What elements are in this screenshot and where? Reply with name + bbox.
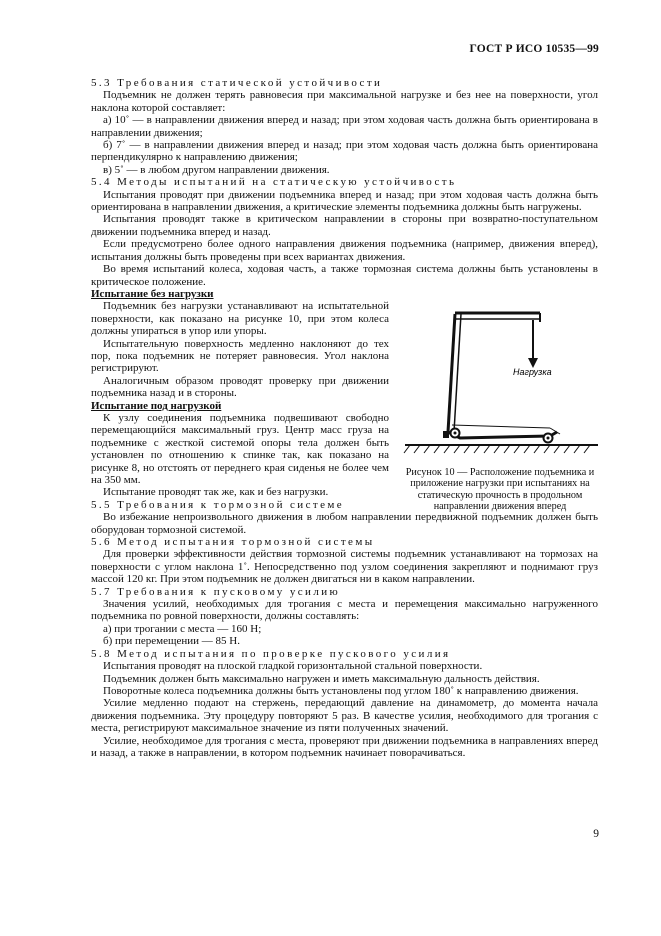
wheel-stop — [443, 431, 449, 438]
paragraph: Во избежание непроизвольного движения в любом направлении передвижной подъемник должен быть оборудован тормозной системой. — [91, 511, 598, 536]
paragraph: Усилие медленно подают на стержень, передающий давление на динамометр, до момента начала движения подъемника. Эту процедуру повторяют 5 раз. В качестве усилия, необходимого для трогания с места, регистрируют максимальное значение из пяти полученных значений. — [91, 697, 598, 735]
list-item: а) 10˚ — в направлении движения вперед и назад; при этом ходовая часть должна быть ориентирована в направлении движения; — [91, 114, 598, 139]
paragraph: Испытание проводят так же, как и без нагрузки. — [103, 486, 329, 499]
section-title-5-6: 5.6 Метод испытания тормозной системы — [91, 536, 375, 549]
figure-caption: Рисунок 10 — Расположение подъемника и приложение нагрузки при испытаниях на статическую прочность в продольном направлении движения вперед — [405, 467, 595, 513]
subheading-with-load: Испытание под нагрузкой — [91, 399, 222, 412]
paragraph: Значения усилий, необходимых для трогания с места и перемещения максимально нагруженного подъемника по ровной поверхности, должны составлять: — [91, 598, 598, 623]
paragraph: Если предусмотрено более одного направления движения подъемника (например, движения вперед), испытания должны быть проведены при всех вариантах движения. — [91, 238, 598, 263]
paragraph: К узлу соединения подъемника подвешивают свободно перемещающийся максимальный груз. Центр масс груза на подъемнике с жесткой системой опоры тела должен быть установлен по отношению к спинке так, как показано на рисунке 8, но отстоять от переднего края сиденья не более чем на 350 мм. — [91, 411, 389, 486]
paragraph: Подъемник должен быть максимально нагружен и иметь максимальную дальность действия. — [103, 672, 540, 685]
paragraph: Подъемник без нагрузки устанавливают на испытательной поверхности, как показано на рисунке 10, при этом колеса должны упираться в упор или упоры. — [91, 300, 389, 338]
lift-chassis — [448, 432, 557, 438]
list-item: б) 7˚ — в направлении движения вперед и назад; при этом ходовая часть должна быть ориентирована перпендикулярно к направлению движения; — [91, 139, 598, 164]
paragraph: Во время испытаний колеса, ходовая часть, а также тормозная система должны быть установлены в критическое положение. — [91, 263, 598, 288]
paragraph: Аналогичным образом проводят проверку при движении подъемника назад и в стороны. — [91, 374, 389, 400]
paragraph: Испытательную поверхность медленно наклоняют до тех пор, пока подъемник не потеряет равновесия. Угол наклона регистрируют. — [91, 337, 389, 375]
list-item: а) при трогании с места — 160 Н; — [103, 622, 262, 635]
section-title-5-8: 5.8 Метод испытания по проверке пускового усилия — [91, 647, 451, 660]
section-title-5-3: 5.3 Требования статической устойчивости — [91, 77, 383, 89]
text-column-beside-figure — [91, 288, 389, 499]
subheading-no-load: Испытание без нагрузки — [91, 287, 214, 300]
paragraph: Поворотные колеса подъемника должны быть установлены под углом 180˚ к направлению движения. — [103, 684, 579, 697]
paragraph: Подъемник не должен терять равновесия при максимальной нагрузке и без нее на поверхности, угол наклона которой составляет: — [91, 89, 598, 114]
paragraph: Испытания проводят при движении подъемника вперед и назад; при этом ходовая часть должна быть ориентирована в направлении движения, а критические элементы подъемника должны быть нагружены. — [91, 188, 598, 214]
paragraph: Испытания проводят также в критическом направлении в стороны при возвратно-поступательном движении подъемника вперед и назад. — [91, 213, 598, 238]
section-title-5-4: 5.4 Методы испытаний на статическую устойчивость — [91, 176, 457, 189]
lift-mast — [448, 314, 455, 432]
paragraph: Для проверки эффективности действия тормозной системы подъемник устанавливают на тормозах на поверхности с углом наклона 1˚. Непосредственно под узлом соединения закрепляют и поднимают груз массой 120 кг. При этом подъемник не должен двигаться ни в каком направлении. — [91, 548, 598, 586]
list-item: в) 5˚ — в любом другом направлении движения. — [103, 163, 330, 176]
list-item: б) при перемещении — 85 Н. — [103, 635, 240, 648]
paragraph: Испытания проводят на плоской гладкой горизонтальной стальной поверхности. — [103, 660, 483, 673]
page-number: 9 — [593, 828, 599, 840]
section-title-5-7: 5.7 Требования к пусковому усилию — [91, 585, 341, 598]
section-title-5-5: 5.5 Требования к тормозной системе — [91, 498, 344, 511]
load-label: Нагрузка — [513, 367, 552, 377]
document-header: ГОСТ Р ИСО 10535—99 — [469, 43, 599, 55]
paragraph: Усилие, необходимое для трогания с места, проверяют при движении подъемника в направлениях вперед и назад, а также в направлении, в котором подъемник начинает поворачиваться. — [91, 734, 598, 759]
